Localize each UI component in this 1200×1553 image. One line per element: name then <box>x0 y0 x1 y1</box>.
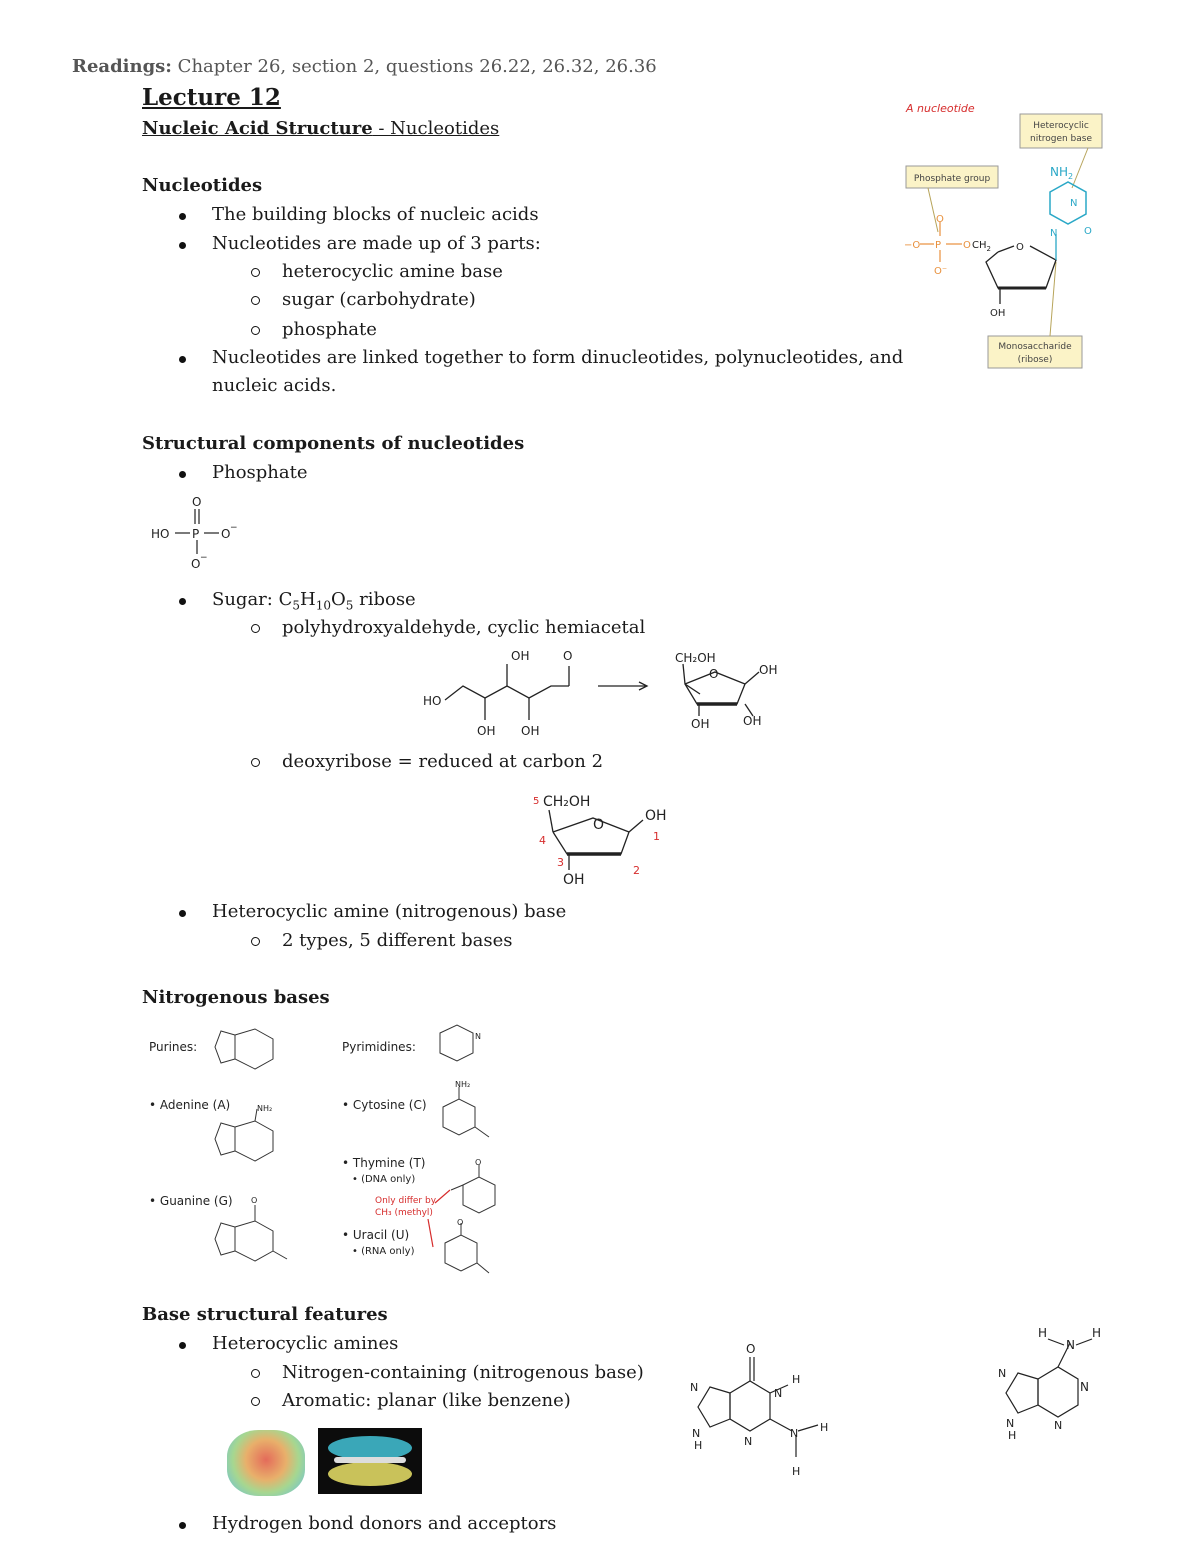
nitrogenous-bases-figure <box>145 1015 505 1290</box>
guanine-hbond-structure <box>670 1335 850 1485</box>
a-n6: N <box>1066 1338 1075 1352</box>
phosphate-structure <box>145 492 255 572</box>
bullet-linked-cont: nucleic acids. <box>212 375 337 396</box>
bullet-phosphate: Phosphate <box>212 462 308 483</box>
a-h-right: H <box>1092 1326 1102 1340</box>
ribose-o: O <box>1016 242 1024 253</box>
ribose-oh: OH <box>990 308 1006 319</box>
ring-n-2: N <box>1050 228 1058 239</box>
g-n1: N <box>774 1387 783 1400</box>
ring-oh-right: OH <box>759 663 778 677</box>
deoxy-num-1: 1 <box>653 830 660 843</box>
thymine-label: • Thymine (T) <box>342 1156 426 1170</box>
nucleotide-figure <box>900 92 1110 382</box>
a-n7: N <box>998 1367 1007 1380</box>
g-h9: H <box>694 1439 703 1452</box>
nh2-label: $NH_2$ <box>1050 165 1074 181</box>
open-o: O <box>563 649 573 663</box>
uracil-skeleton <box>445 1223 489 1273</box>
open-ho: HO <box>423 694 442 708</box>
phos-struct-o-bottom: O <box>191 557 201 571</box>
phos-o-bridge: O <box>963 240 971 251</box>
deoxy-num-5: 5 <box>533 796 540 807</box>
nucleotides-heading: Nucleotides <box>142 175 263 196</box>
structural-heading: Structural components of nucleotides <box>142 433 525 454</box>
phos-struct-minus-bottom: − <box>200 553 208 563</box>
deoxy-oh-right: OH <box>645 808 667 824</box>
thymine-o: O <box>475 1158 482 1167</box>
g-n7: N <box>690 1381 699 1394</box>
bullet-sugar: Sugar: $C_5H_{10}O_5$ ribose <box>212 589 416 613</box>
sub-nitrogen-containing: Nitrogen-containing (nitrogenous base) <box>282 1362 644 1383</box>
g-h1: H <box>792 1373 801 1386</box>
page-subtitle <box>142 118 499 139</box>
base-label-2: nitrogen base <box>1029 134 1093 144</box>
sub-polyhydroxy: polyhydroxyaldehyde, cyclic hemiacetal <box>282 617 646 638</box>
pyrimidine-skeleton <box>440 1025 473 1061</box>
cytosine-label: • Cytosine (C) <box>342 1098 427 1112</box>
deoxy-oh-bottom: OH <box>563 872 585 888</box>
phos-struct-o-right: O <box>221 527 231 541</box>
readings-label: Readings: <box>72 56 172 77</box>
open-chain-bonds <box>445 664 647 720</box>
uracil-o: O <box>457 1218 464 1227</box>
pyrimidine-n: N <box>475 1032 481 1041</box>
ch2-label: $CH_2$ <box>972 240 991 253</box>
guanine-hbond-bonds <box>698 1357 818 1457</box>
adenine-hbond-structure <box>990 1315 1120 1455</box>
g-nh: N <box>790 1427 799 1440</box>
phos-o-left: −O <box>904 240 921 251</box>
mono-label-1: Monosaccharide <box>998 342 1072 352</box>
pyrimidines-label: Pyrimidines: <box>342 1040 416 1054</box>
subtitle-rest: - Nucleotides <box>372 118 500 139</box>
g-n3: N <box>744 1435 753 1448</box>
sub-two-types: 2 types, 5 different bases <box>282 930 513 951</box>
sub-deoxyribose: deoxyribose = reduced at carbon 2 <box>282 751 604 772</box>
bullet-heterocyclic-amines: Heterocyclic amines <box>212 1333 399 1354</box>
bullet-building-blocks: The building blocks of nucleic acids <box>212 204 539 225</box>
readings-text: Chapter 26, section 2, questions 26.22, 26.32, 26.36 <box>171 56 657 77</box>
g-h-b: H <box>792 1465 801 1478</box>
uracil-label: • Uracil (U) <box>342 1228 410 1242</box>
g-h-a: H <box>820 1421 829 1434</box>
phos-struct-ho: HO <box>151 527 170 541</box>
phos-o-top: O <box>936 214 944 225</box>
phosphate-pointer <box>928 188 938 232</box>
diff-note-1: Only differ by <box>375 1196 437 1206</box>
cytosine-skeleton <box>443 1087 489 1137</box>
sub-sugar: sugar (carbohydrate) <box>282 289 476 310</box>
uracil-note: • (RNA only) <box>352 1246 415 1257</box>
a-n9: N <box>1006 1417 1015 1430</box>
bullet-hbond: Hydrogen bond donors and acceptors <box>212 1513 557 1534</box>
purines-label: Purines: <box>149 1040 198 1054</box>
cytosine-ring <box>1050 182 1086 224</box>
figure-title: A nucleotide <box>906 102 975 115</box>
guanine-o: O <box>251 1196 258 1205</box>
phos-p: P <box>935 240 942 251</box>
open-oh-b2: OH <box>521 724 540 738</box>
deoxy-num-4: 4 <box>539 834 546 847</box>
deoxy-num-2: 2 <box>633 864 640 877</box>
ribose-cyclization <box>415 642 795 742</box>
bases-heading: Nitrogenous bases <box>142 987 330 1008</box>
adenine-label: • Adenine (A) <box>149 1098 231 1112</box>
a-n1: N <box>1080 1380 1089 1394</box>
base-pointer <box>1072 148 1088 188</box>
phos-struct-o-top: O <box>192 495 202 509</box>
ring-oh-bl: OH <box>691 717 710 731</box>
thymine-note: • (DNA only) <box>352 1174 416 1185</box>
readings-line <box>72 56 657 77</box>
diff-note-2: CH₃ (methyl) <box>375 1208 433 1218</box>
bullet-heterocyclic-base: Heterocyclic amine (nitrogenous) base <box>212 901 567 922</box>
electrostatic-map-image <box>223 1428 309 1498</box>
bullet-three-parts: Nucleotides are made up of 3 parts: <box>212 233 541 254</box>
ring-oh-br: OH <box>743 714 762 728</box>
ring-ch2oh: CH₂OH <box>675 651 716 665</box>
base-label-1: Heterocyclic <box>1033 121 1089 131</box>
deoxy-ch2oh: CH₂OH <box>543 794 591 810</box>
adenine-nh2: NH₂ <box>257 1104 273 1113</box>
cytosine-nh2: NH₂ <box>455 1080 471 1089</box>
a-h9: H <box>1008 1429 1017 1442</box>
ring-o: O <box>709 667 719 681</box>
lecture-title: Lecture 12 <box>142 84 281 111</box>
phos-struct-p: P <box>192 527 200 541</box>
adenine-hbond-bonds <box>1006 1339 1092 1417</box>
adenine-skeleton <box>215 1109 273 1161</box>
open-oh-b1: OH <box>477 724 496 738</box>
sub-aromatic: Aromatic: planar (like benzene) <box>282 1390 571 1411</box>
guanine-skeleton <box>215 1205 287 1261</box>
features-heading: Base structural features <box>142 1304 388 1325</box>
g-n9: N <box>692 1427 701 1440</box>
a-h-left: H <box>1038 1326 1048 1340</box>
deoxyribose-structure <box>525 786 685 890</box>
deoxy-o: O <box>593 817 605 833</box>
subtitle-bold: Nucleic Acid Structure <box>142 118 373 139</box>
ring-n-1: N <box>1070 198 1078 209</box>
sub-phosphate: phosphate <box>282 319 377 340</box>
bullet-linked: Nucleotides are linked together to form dinucleotides, polynucleotides, and <box>212 347 904 368</box>
deoxy-num-3: 3 <box>557 856 564 869</box>
g-o: O <box>746 1342 756 1356</box>
phos-o-bottom: O⁻ <box>934 266 948 277</box>
phosphate-label: Phosphate group <box>913 174 991 184</box>
mono-label-2: (ribose) <box>1017 355 1053 365</box>
carbonyl-o: O <box>1084 226 1092 237</box>
purine-skeleton <box>215 1029 273 1069</box>
guanine-label: • Guanine (G) <box>149 1194 233 1208</box>
open-oh-top: OH <box>511 649 530 663</box>
phos-struct-minus-right: − <box>230 523 238 533</box>
sub-heterocyclic: heterocyclic amine base <box>282 261 503 282</box>
ribose-ring-bonds <box>683 664 759 716</box>
thymine-skeleton <box>451 1165 495 1213</box>
benzene-image <box>318 1428 422 1494</box>
a-n3: N <box>1054 1419 1063 1432</box>
ribose-ring <box>986 246 1056 304</box>
